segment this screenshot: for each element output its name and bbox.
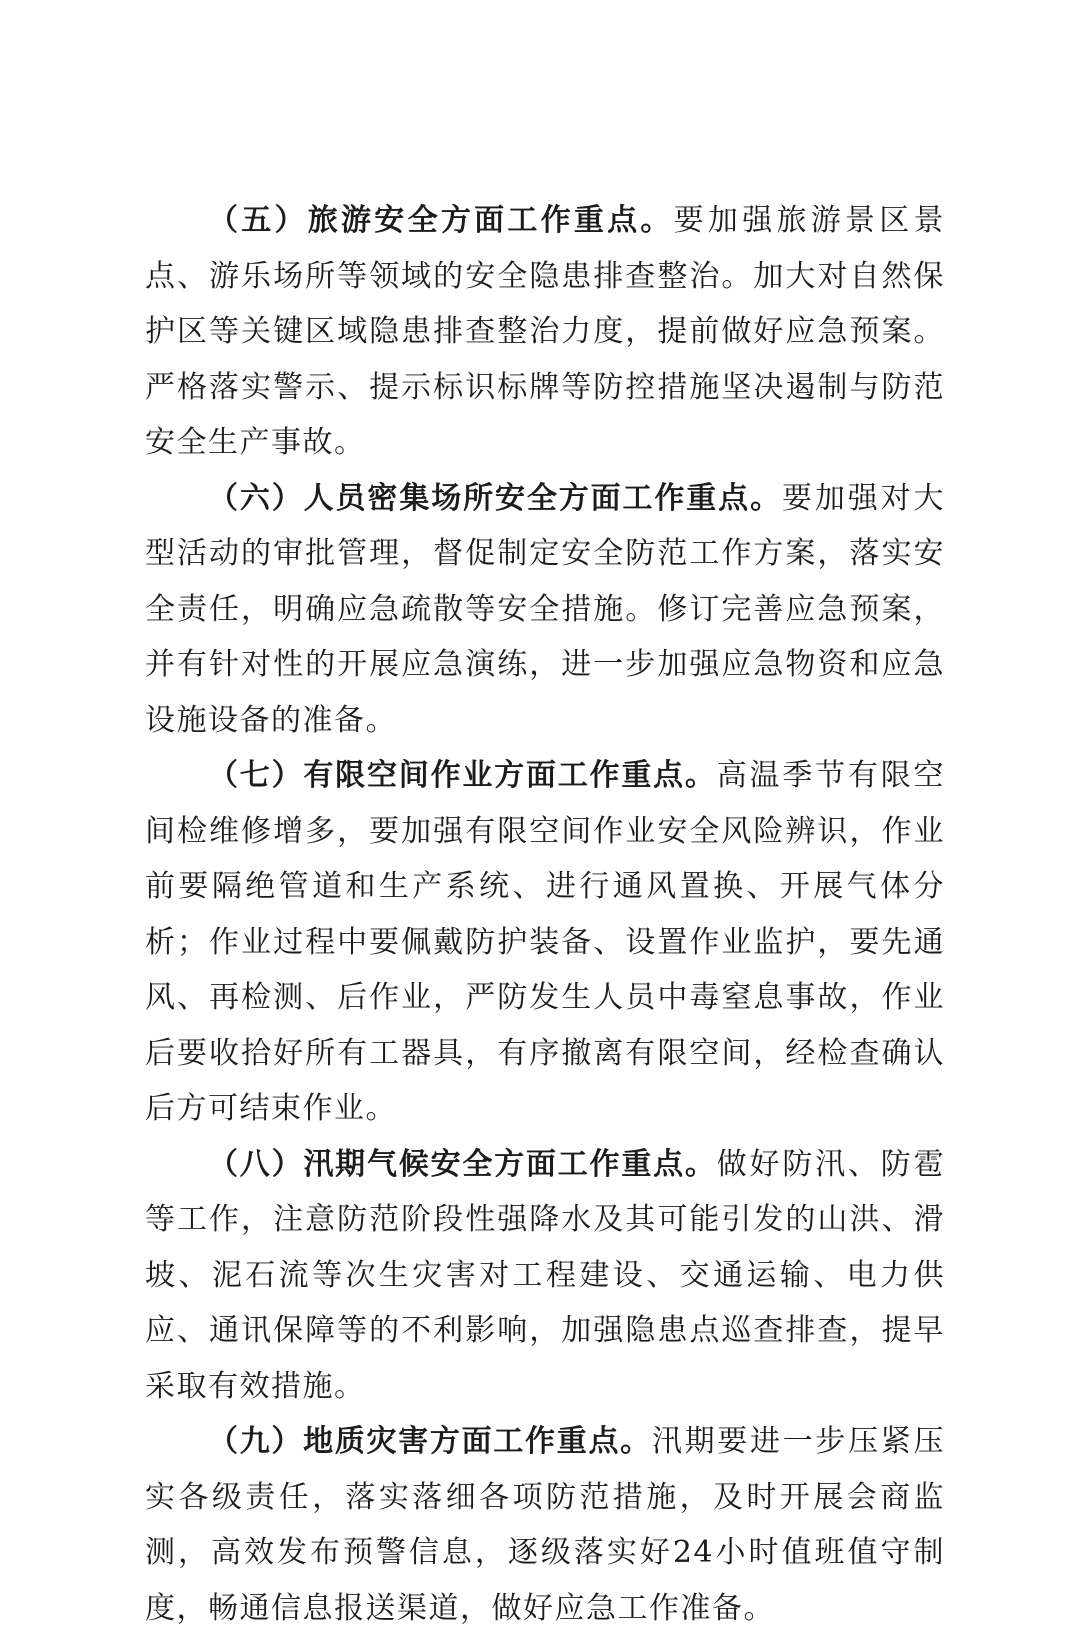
paragraph-heading: （六）人员密集场所安全方面工作重点。: [208, 480, 782, 516]
paragraph-heading: （九）地质灾害方面工作重点。: [208, 1424, 652, 1459]
paragraph-flood-season-safety: [145, 1137, 945, 1415]
paragraph-heading: （五）旅游安全方面工作重点。: [208, 203, 674, 238]
paragraph-text: 做好防汛、防雹等工作，注意防范阶段性强降水及其可能引发的山洪、滑坡、泥石流等次生灾害对工程建设、交通运输、电力供应、通讯保障等的不利影响，加强隐患点巡查排查，提早采取有效措施。: [145, 1146, 946, 1404]
paragraph-heading: （七）有限空间作业方面工作重点。: [208, 758, 717, 793]
paragraph-geological-disasters: [145, 1414, 945, 1636]
paragraph-heading: （八）汛期气候安全方面工作重点。: [208, 1146, 717, 1182]
paragraph-crowded-places-safety: [145, 471, 945, 749]
paragraph-text: 高温季节有限空间检维修增多，要加强有限空间作业安全风险辨识，作业前要隔绝管道和生产系统、进行通风置换、开展气体分析；作业过程中要佩戴防护装备、设置作业监护，要先通风、再检测、后作业，严防发生人员中毒窒息事故，作业后要收拾好所有工器具，有序撤离有限空间，经检查确认后方可结束作业。: [145, 758, 946, 1126]
document-body: [145, 193, 945, 1636]
paragraph-confined-space-work: [145, 748, 945, 1137]
paragraph-text: 要加强旅游景区景点、游乐场所等领域的安全隐患排查整治。加大对自然保护区等关键区域隐患排查整治力度，提前做好应急预案。严格落实警示、提示标识标牌等防控措施坚决遏制与防范安全生产事故。: [145, 203, 946, 460]
paragraph-text: 要加强对大型活动的审批管理，督促制定安全防范工作方案，落实安全责任，明确应急疏散等安全措施。修订完善应急预案，并有针对性的开展应急演练，进一步加强应急物资和应急设施设备的准备。: [145, 480, 946, 738]
paragraph-text: 汛期要进一步压紧压实各级责任，落实落细各项防范措施，及时开展会商监测，高效发布预警信息，逐级落实好24小时值班值守制度，畅通信息报送渠道，做好应急工作准备。: [145, 1424, 946, 1626]
paragraph-tourism-safety: [145, 193, 945, 471]
